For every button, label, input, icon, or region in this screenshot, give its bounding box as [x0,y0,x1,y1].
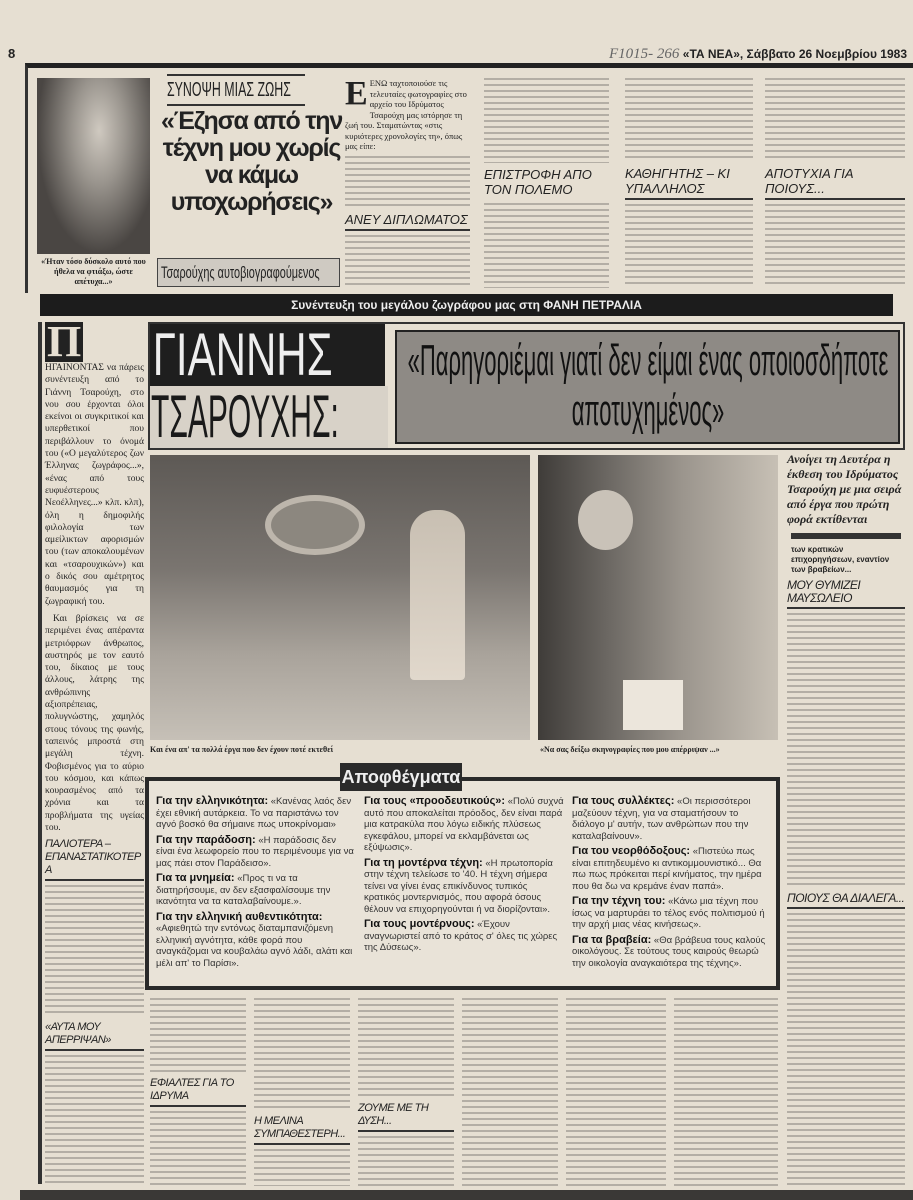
intro-text: Π ΗΓΑΙΝΟΝΤΑΣ να πάρεις συνέντευξη από το Γιάννη Τσαρούχη, στο νου σου έρχονται όλοι εκείνοι οι συγκριτικοί και υπερθετικοί που περιβάλλουν το όνομά του («Ο μεγαλύτερος ζων Έλληνας ζωγράφος...», «ένας από τους ευφυέστερους Νεοέλληνες...» κλπ. κλπ), όλη η δημοφιλής φιλολογία των αμείλικτων αφορισμών του (των αποκαλουμένων και «τσαρουχικών») και ο δικός σου αμέτρητος θαυμασμός για τη ζωγραφική του. Και βρίσκεις να σε περιμένει ένας απέραντα μετριόφρων άνθρωπος, αυστηρός με τον εαυτό του, δίκαιος με τους άλλους, λάτρης της ανθρώπινης αξιοπρέπειας, πολυγνώστης, χαμηλός στους τόνους της φωνής, ταπεινός μπροστά στη μεγάλη τέχνη. Φοβισμένος για το αύριο του κόσμου, και κάπως κουρασμένος από τα χρόνια και τα προβλήματα της υγείας του. [45,317,144,833]
text-column [345,156,470,209]
column-rule [38,322,42,1184]
sidebar-snippet: των κρατικών επιχορηγήσεων, εναντίον των βραβείων... [791,545,890,574]
summary-column-2 [484,78,609,288]
photo-caption-right: «Να σας δείξω σκηνογραφίες που μου απέρριψαν ...» [540,745,720,754]
quotes-title: Αποφθέγματα [340,763,462,791]
quote-item: Για τη μοντέρνα τέχνη: «Η πρωτοπορία στην τέχνη τελείωσε το '40. Η τέχνη σήμερα τείνει να γίνει ένας επικίνδυνος τυπικός κρατικός μοντερνισμός, που αφορά όσους θέλουν να επιχορηγούνται ή να διορίζονται». [364,856,553,915]
subhead-kathigitis: ΚΑΘΗΓΗΤΗΣ – ΚΙ ΥΠΑΛΛΗΛΟΣ [625,166,753,200]
text-column [765,204,905,288]
text-column [254,998,350,1111]
painting-photo [150,455,530,740]
interview-banner: Συνέντευξη του μεγάλου ζωγράφου μας στη ΦΑΝΗ ΠΕΤΡΑΛΙΑ [40,294,893,316]
subhead-paliotera: ΠΑΛΙΟΤΕΡΑ – ΕΠΑΝΑΣΤΑΤΙΚΟΤΕΡΑ [45,838,144,881]
subhead-melina: Η ΜΕΛΙΝΑ ΣΥΜΠΑΘΕΣΤΕΡΗ... [254,1115,350,1145]
bottom-column-1 [150,998,246,1186]
subhead-efialtes: ΕΦΙΑΛΤΕΣ ΓΙΑ ΤΟ ΙΔΡΥΜΑ [150,1077,246,1107]
quote-item: Για την ελληνικότητα: «Κανένας λαός δεν έχει εθνική αυτάρκεια. Το να παριστάνω τον αγνό βοσκό θα σήμαινε πως υποκρίνομαι» [156,795,352,830]
quote-item: Για τα μνημεία: «Προς τι να τα διατηρήσουμε, αν δεν εξασφαλίσουμε την ικανότητα να τα καταλαβαίνουμε.». [156,872,331,907]
quote-item: Για τους συλλέκτες: «Οι περισσότεροι μαζεύουν τέχνη, για να σταματήσουν το διάλογο μ' αυτήν, των ανθρώπων που την καταλαβαίνουν». [572,795,751,842]
title-quote-box [395,330,900,444]
text-column [484,78,609,163]
text-column [150,1111,246,1186]
sidebar-deck: Ανοίγει τη Δευτέρα η έκθεση του Ιδρύματος Τσαρούχη με μια σειρά από έργα που πρώτη φορά εκτίθενται [787,452,902,526]
quote-item: Για την παράδοση: «Η παράδοσις δεν είναι ένα λεωφορείο που το περιμένουμε για να μας πάει στον Παράδεισο». [156,833,354,869]
text-column [150,998,246,1073]
subhead-aneu-diplomatos: ΑΝΕΥ ΔΙΠΛΩΜΑΤΟΣ [345,212,470,231]
summary-subtitle: Τσαρούχης αυτοβιογραφούμενος [161,263,320,282]
text-column [45,1055,144,1186]
quotes-column-3 [572,796,772,973]
text-column [45,885,144,1016]
subhead-zoume-me-ti-dysi: ΖΟΥΜΕ ΜΕ ΤΗ ΔΥΣΗ... [358,1102,454,1132]
text-column [625,204,753,288]
quote-item: Για του νεορθόδοξους: «Πιστεύω πως είναι επιτηδευμένο κι αντικομμουνιστικό... Θα πω πως πρόκειται περί κινήματος, την ημέρα που θα δω να κρεμάνε έναν παπά». [572,845,762,892]
text-column [765,78,905,162]
divider [791,533,901,539]
text-column [787,613,905,888]
title-quote: «Παρηγοριέμαι γιατί δεν είμαι ένας οποιοσδήποτε αποτυχημένος» [407,336,889,435]
summary-lead: ΕΕΝΩ ταχτοποιούσε τις τελευταίες φωτογραφίες στο αρχείο του Ιδρύματος Τσαρούχη μας ιστόρησε τη ζωή του. Σταματώντας «στις κυριότερες χρονολογίες τη», όπως μας είπε: [345,75,467,151]
text-column [674,998,778,1186]
quotes-column-2 [364,796,564,958]
tsarouchis-photo [538,455,778,740]
bottom-column-3 [358,998,454,1186]
quote-item: Για την ελληνική αυθεντικότητα: «Αφιεθητώ την εντόνως διαταμπανιζόμενη ελληνική αγνότητα, κάθε φορά που αναγκάζομαι να κουβαλάω αγνό λάδι, αλάτι και μέλι απ' το Παρίσι». [156,910,353,969]
intro-column [45,317,144,1186]
quote-item: Για την τέχνη του: «Κάνω μια τέχνη που ίσως να μαρτυράει το τέλος ενός πολιτισμού ή την αρχή μιας νέας κινήσεως». [572,895,765,930]
portrait-photo [37,78,150,254]
text-column [625,78,753,162]
subhead-mausoleio: ΜΟΥ ΘΥΜΙΖΕΙ ΜΑΥΣΩΛΕΙΟ [787,579,905,609]
page-bottom-edge [20,1190,913,1200]
summary-column-3 [625,78,753,288]
subhead-epistrofi: ΕΠΙΣΤΡΟΦΗ ΑΠΟ ΤΟΝ ΠΟΛΕΜΟ [484,167,592,197]
masthead: «ΤΑ ΝΕΑ», Σάββατο 26 Νοεμβρίου 1983 [682,47,907,61]
text-column [254,1149,350,1187]
right-sidebar [787,452,905,1187]
summary-column-1 [345,75,470,288]
title-name-line1: ΓΙΑΝΝΗΣ [152,324,333,386]
text-column [787,913,905,1188]
bottom-column-2 [254,998,350,1186]
text-column [345,235,470,288]
subhead-apotyxia: ΑΠΟΤΥΧΙΑ ΓΙΑ ΠΟΙΟΥΣ... [765,166,905,200]
subhead-afta-mou-aperripsan: «ΑΥΤΑ ΜΟΥ ΑΠΕΡΡΙΨΑΝ» [45,1021,144,1051]
text-column [484,203,609,288]
text-column [358,998,454,1098]
text-column [566,998,666,1186]
subhead-poious-tha-dialega: ΠΟΙΟΥΣ ΘΑ ΔΙΑΛΕΓΑ... [787,892,905,909]
text-column [358,1136,454,1186]
summary-column-4 [765,78,905,288]
summary-headline: «Έζησα από την τέχνη μου χωρίς να κάμω υποχωρήσεις» [160,107,343,216]
title-name-line2: ΤΣΑΡΟΥΧΗΣ: [151,386,339,448]
page-number: 8 [8,46,16,61]
handwritten-archive-code: F1015- 266 [609,46,680,62]
text-column [462,998,558,1186]
quotes-column-1 [156,796,356,973]
portrait-caption: «Ήταν τόσο δύσκολο αυτό που ήθελα να φτιάξω, ώστε απέτυχα...» [41,257,146,286]
quote-item: Για τα βραβεία: «Θα βράβευα τους καλούς οικολόγους. Σε τούτους τους καιρούς θεωρώ την οικολογία αναγκαιότερα της τέχνης». [572,933,766,969]
masthead-date [609,46,907,63]
quote-item: Για τους μοντέρνους: «Έχουν αναγνωριστεί από το κράτος σ' όλες τις χώρες της Δύσεως». [364,918,558,953]
summary-kicker: ΣΥΝΟΨΗ ΜΙΑΣ ΖΩΗΣ [167,79,291,101]
quote-item: Για τους «προοδευτικούς»: «Πολύ συχνά αυτό που αποκαλείται πρόοδος, δεν είναι παρά μια κατρακύλα που λόγω ειδικής πλύσεως εγκεφάλου, μπορεί να εκλαμβάνεται ως εξύψωσις». [364,795,564,853]
photo-caption-left: Και ένα απ' τα πολλά έργα που δεν έχουν ποτέ εκτεθεί [150,745,334,754]
